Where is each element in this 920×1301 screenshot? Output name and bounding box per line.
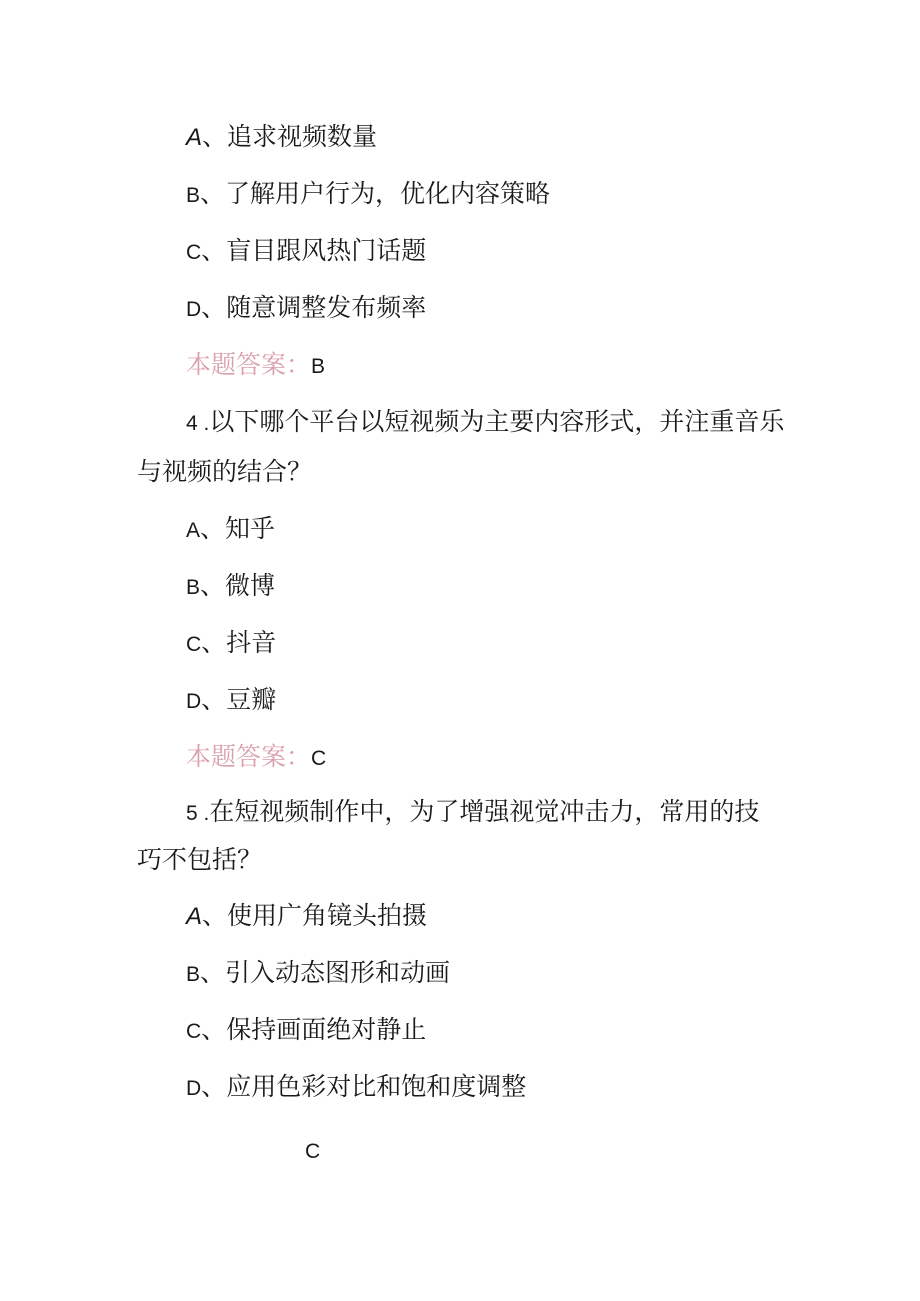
option-label: B — [186, 184, 201, 207]
q5-question-line1 — [186, 796, 759, 830]
option-text: 引入动态图形和动画 — [225, 958, 451, 987]
option-separator: 、 — [200, 514, 226, 543]
question-text-cont: 与视频的结合？ — [137, 457, 313, 486]
option-label: C — [186, 1020, 202, 1043]
answer-value: B — [311, 355, 326, 378]
q5-option-a — [186, 900, 427, 933]
answer-value: C — [305, 1140, 321, 1163]
option-separator: 、 — [200, 958, 226, 987]
option-label: C — [186, 633, 202, 656]
q4-question-line1 — [186, 406, 784, 440]
option-label: A — [186, 124, 203, 151]
q3-option-b — [186, 178, 550, 212]
option-label: B — [186, 576, 201, 599]
option-text: 追求视频数量 — [227, 122, 378, 151]
answer-prefix: 本题答案： — [186, 350, 312, 379]
option-label: D — [186, 690, 202, 713]
option-label: A — [186, 903, 203, 930]
option-label: B — [186, 963, 201, 986]
option-separator: 、 — [201, 628, 227, 657]
option-separator: 、 — [201, 293, 227, 322]
option-label: D — [186, 1077, 202, 1100]
option-separator: 、 — [201, 1072, 227, 1101]
question-text-cont: 巧不包括？ — [137, 845, 263, 874]
q5-option-d — [186, 1071, 526, 1105]
q4-option-a — [186, 513, 275, 547]
option-text: 抖音 — [226, 628, 277, 657]
q3-answer — [186, 349, 325, 383]
q4-answer — [186, 741, 326, 775]
option-separator: 、 — [201, 1015, 227, 1044]
option-text: 豆瓣 — [226, 685, 277, 714]
question-number: 4 . — [186, 412, 210, 435]
q4-option-d — [186, 684, 276, 718]
option-separator: 、 — [200, 571, 226, 600]
answer-value: C — [311, 747, 327, 770]
option-text: 应用色彩对比和饱和度调整 — [226, 1072, 527, 1101]
question-text: 在短视频制作中，为了增强视觉冲击力，常用的技 — [209, 797, 760, 826]
option-text: 保持画面绝对静止 — [226, 1015, 427, 1044]
option-label: D — [186, 298, 202, 321]
question-text: 以下哪个平台以短视频为主要内容形式，并注重音乐 — [209, 407, 785, 436]
option-separator: 、 — [202, 901, 228, 930]
option-text: 盲目跟风热门话题 — [226, 236, 427, 265]
option-label: C — [186, 241, 202, 264]
q5-option-c — [186, 1014, 426, 1048]
answer-prefix: 本题答案： — [186, 742, 312, 771]
option-separator: 、 — [202, 122, 228, 151]
q5-answer — [305, 1134, 320, 1168]
q3-option-a — [186, 121, 377, 154]
option-text: 随意调整发布频率 — [226, 293, 427, 322]
q5-question-line2 — [137, 844, 262, 876]
q4-question-line2 — [137, 456, 312, 488]
option-separator: 、 — [201, 685, 227, 714]
q5-option-b — [186, 957, 450, 991]
q4-option-c — [186, 627, 276, 661]
option-label: A — [186, 519, 201, 542]
option-text: 了解用户行为，优化内容策略 — [225, 179, 551, 208]
option-separator: 、 — [200, 179, 226, 208]
option-separator: 、 — [201, 236, 227, 265]
option-text: 知乎 — [225, 514, 276, 543]
option-text: 使用广角镜头拍摄 — [227, 901, 428, 930]
q3-option-d — [186, 292, 426, 326]
question-number: 5 . — [186, 802, 210, 825]
option-text: 微博 — [225, 571, 276, 600]
q3-option-c — [186, 235, 426, 269]
q4-option-b — [186, 570, 275, 604]
